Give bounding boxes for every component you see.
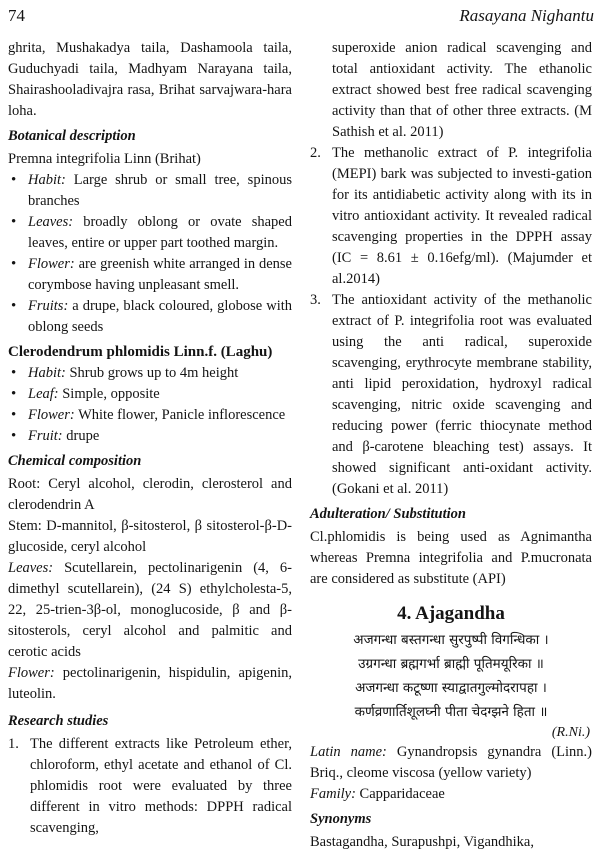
list-item: • Flower: White flower, Panicle inflorescence: [8, 405, 292, 426]
right-column: [310, 38, 592, 853]
list-item: • Leaves: broadly oblong or ovate shaped leaves, entire or upper part toothed margin.: [8, 212, 292, 254]
synonyms-text: Bastagandha, Surapushpi, Vigandhika,: [310, 834, 534, 850]
verse-reference: (R.Ni.): [551, 725, 590, 740]
verse-line: अजगन्धा बस्तगन्धा सुरपुष्पी विगन्धिका ।: [353, 632, 549, 648]
research-list: [8, 734, 292, 839]
section-title: 4. Ajagandha: [397, 603, 505, 624]
intro-paragraph: ghrita, Mushakadya taila, Dashamoola taila, Guduchyadi taila, Madhyam Narayana taila, Shairashooladivajra rasa, Brihat sarvajwara-hara loha.: [8, 40, 292, 119]
list-item: • Habit: Shrub grows up to 4m height: [8, 363, 292, 384]
botanical-heading: Botanical description: [8, 128, 136, 144]
adulteration-text: Cl.phlomidis is being used as Agnimantha whereas Premna integrifolia and P.mucronata are considered as substitute (API): [310, 529, 592, 587]
list-item: • Fruit: drupe: [8, 426, 292, 447]
chem-leaves: Leaves: Scutellarein, pectolinarigenin (4, 6-dimethyl scutellarein), (24 S) ethylcholesta-5, 22, 25-trien-3β-ol, monoglucoside, β and β-sitosterols, ceryl alcohol and palmitic and cerotic acids: [8, 560, 292, 660]
latin-name: Latin name: Gynandropsis gynandra (Linn.) Briq., cleome viscosa (yellow variety): [310, 744, 593, 781]
verse-line: अजगन्धा कटूष्णा स्याद्वातगुल्मोदरापहा ।: [355, 680, 547, 696]
left-column: [8, 38, 292, 839]
running-title: Rasayana Nighantu: [459, 6, 594, 25]
clerodendrum-list: [8, 363, 292, 447]
list-item: • Leaf: Simple, opposite: [8, 384, 292, 405]
research-1-continued: superoxide anion radical scavenging and total antioxidant activity. The ethanolic extract showed best free radical scavenging activity than that of other three extracts. (M Sathish et al. 2011): [332, 40, 592, 140]
list-item: • Flower: are greenish white arranged in dense corymbose having unpleasant smell.: [8, 254, 292, 296]
synonyms-heading: Synonyms: [310, 811, 372, 827]
list-item: 3. The antioxidant activity of the methanolic extract of P. integrifolia root was evaluated using the anti radical, superoxide scavenging, erythrocyte membrane stability, anti lipid peroxidation, hydroxyl radical scavenging, nitric oxide scavenging and reducing power (ferric thiocynate method and β-carotene bleaching test) assays. It showed significant anti-oxidant activity. (Gokani et al. 2011): [310, 292, 592, 497]
chem-flower: Flower: pectolinarigenin, hispidulin, apigenin, luteolin.: [8, 665, 292, 702]
chem-root: Root: Ceryl alcohol, clerodin, clerosterol and clerodendrin A: [8, 476, 292, 513]
verse-line: उग्रगन्धा ब्रह्मगर्भा ब्राह्मी पूतिमयूरिका ॥: [358, 656, 544, 672]
family: Family: Capparidaceae: [310, 786, 445, 802]
sanskrit-verse: [310, 628, 592, 724]
page-number: 74: [8, 6, 25, 25]
page-header: [8, 0, 594, 32]
chem-stem: Stem: D-mannitol, β-sitosterol, β sitosterol-β-D-glucoside, ceryl alcohol: [8, 518, 292, 555]
chemical-heading: Chemical composition: [8, 453, 142, 469]
list-item: • Habit: Large shrub or small tree, spinous branches: [8, 170, 292, 212]
research-heading: Research studies: [8, 713, 109, 729]
premna-list: [8, 170, 292, 338]
list-item: 1. The different extracts like Petroleum ether, chloroform, ethyl acetate and ethanol of Cl. phlomidis root were evaluated by three different in vitro methods: DPPH radical scavenging,: [8, 736, 292, 836]
verse-line: कर्णव्रणार्तिशूलघ्नी पीता चेदग्झने हिता ॥: [354, 704, 548, 720]
list-item: 2. The methanolic extract of P. integrifolia (MEPI) bark was subjected to investi-gation for its antidiabetic activity along with its in vitro antioxidant activity. It revealed radical scavenging properties in the DPPH assay (IC = 8.61 ± 0.16efg/ml). (Majumder et al.2014): [310, 145, 592, 287]
list-item: • Fruits: a drupe, black coloured, globose with oblong seeds: [8, 296, 292, 338]
clerodendrum-heading: Clerodendrum phlomidis Linn.f. (Laghu): [8, 344, 273, 360]
research-list-continued: [310, 143, 592, 500]
adulteration-heading: Adulteration/ Substitution: [310, 506, 466, 522]
premna-title: Premna integrifolia Linn (Brihat): [8, 151, 201, 167]
